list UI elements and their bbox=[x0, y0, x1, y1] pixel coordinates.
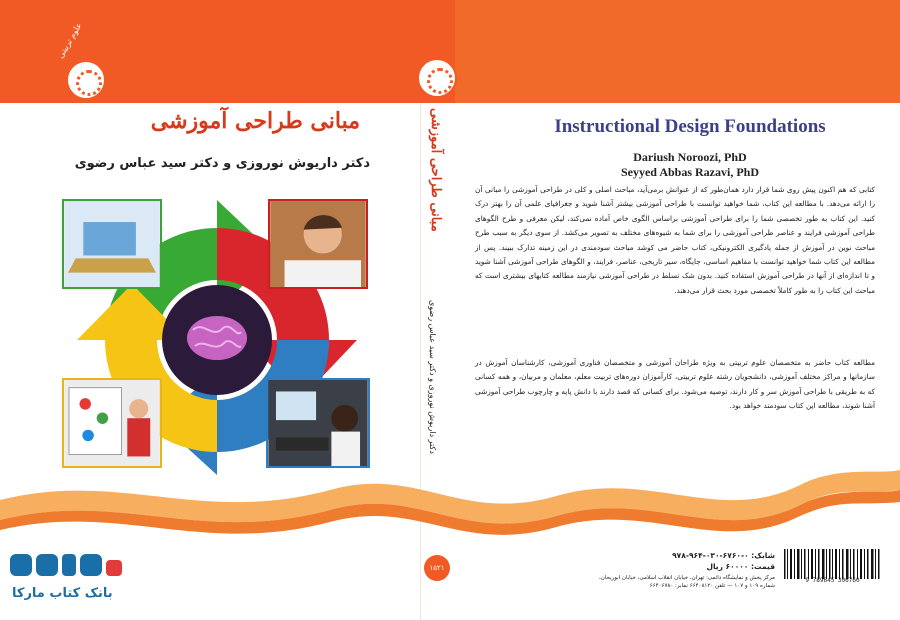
persian-title: مبانی طراحی آموزشی bbox=[150, 108, 360, 134]
price-line: قیمت: ۶۰۰۰۰ ریال bbox=[706, 562, 775, 571]
address-line-2: شماره ۱۰۹ و ۱۰۷ — تلفن ۶۶۴۰۸۱۲۰ نمابر: ۶۶۴۰۶۷۸۰ bbox=[649, 582, 775, 589]
publisher-seal-icon bbox=[66, 60, 106, 100]
top-orange-band-front bbox=[455, 0, 900, 103]
address-line-1: مرکز پخش و نمایشگاه دائمی: تهران، خیابان انقلاب اسلامی، خیابان ابوریحان، bbox=[599, 575, 775, 581]
publisher-address bbox=[520, 575, 775, 590]
brand-label: بانک کتاب مارکا bbox=[12, 586, 113, 601]
isbn-line: شابک: ۰-۶۷۶۰-۰۳۰-۹۶۴-۹۷۸ bbox=[672, 551, 775, 560]
barcode-icon bbox=[780, 545, 885, 595]
spine-authors: دکتر داریوش نوروزی و دکتر سید عباس رضوی bbox=[428, 300, 437, 454]
series-label: علوم تربیتی bbox=[55, 21, 84, 60]
brain-icon bbox=[187, 316, 247, 360]
spine-seal-icon bbox=[417, 58, 457, 98]
english-title: Instructional Design Foundations bbox=[554, 116, 826, 137]
barcode-number: 9 789645 306760 bbox=[805, 577, 860, 584]
classroom-board-photo bbox=[62, 378, 162, 468]
isbn-block bbox=[630, 550, 775, 572]
child-writing-photo bbox=[268, 199, 368, 289]
marka-logo-icon bbox=[10, 550, 125, 580]
english-authors bbox=[490, 150, 890, 180]
author-1: Dariush Noroozi, PhD bbox=[633, 150, 747, 164]
laptop-photo bbox=[62, 199, 162, 289]
spine-title: مبانی طراحی آموزشی bbox=[428, 108, 443, 232]
description-paragraph-2: مطالعه کتاب حاضر به متخصصان علوم تربیتی به ویژه طراحان آموزشی و متخصصان فناوری آموزشی، کارشناسان آموزش در سازمانها و مراکز مختلف آموزشی، دانشجویان رشته علوم تربیتی، کارآموزان دوره‌های تربیت معلم، معلمان و مربیان، و همه کسانی که به طریقی با طراحی آموزش سر و کار دارند، توصیه می‌شود. برای کسانی که قصد دارند با دانش پایه و چارچوب طراحی آموزشی آشنا شوند، مطالعه این کتاب سودمند خواهد بود. bbox=[475, 358, 875, 411]
persian-authors: دکتر داریوش نوروزی و دکتر سید عباس رضوی bbox=[74, 156, 370, 171]
spine-number-badge: ۱۵۲۱ bbox=[424, 555, 450, 581]
description-paragraph-1: کتابی که هم اکنون پیش روی شما قرار دارد همان‌طور که از عنوانش برمی‌آید، مباحث اصلی و کلی در طراحی آموزشی را مبانی آن را ارائه می‌دهد. با مطالعه این کتاب، شما خواهید توانست با طراحی آموزشی بیشتر آشنا شوید و جغرافیای علمی آن را بهتر درک کنید. این کتاب به طور تخصصی شما را برای طراحی آموزشی براساس الگوی خاص آماده نمی‌کند، لیکن معرفی و طرح الگوهای طراحی آموزشی فرایند و عناصر طراحی آموزشی را برای شما به شیوه‌های مختلف به تصویر می‌کشد. از سوی دیگر به سبب طرح مباحث نوین در آموزش از جمله یادگیری الکترونیکی، کتاب حاضر می کوشد مباحث سودمندی در این زمینه تدارک ببیند. پس از مطالعه این کتاب شما خواهید توانست با مفاهیم اساسی، جایگاه، سیر تاریخی، عناصر، فرایند، و الگوهای طراحی آموزشی آشنا شوید و تا اندازه‌ای از آنها در طراحی آموزش استفاده کنید. بدون شک تسلط در طراحی آموزشی نیازمند مطالعه کتابهای بیشتری است که مباحث این کتاب را به طور کاملاً تخصصی مورد بحث قرار می‌دهند. bbox=[475, 185, 875, 295]
computer-student-photo bbox=[266, 378, 370, 468]
author-2: Seyyed Abbas Razavi, PhD bbox=[620, 165, 760, 179]
